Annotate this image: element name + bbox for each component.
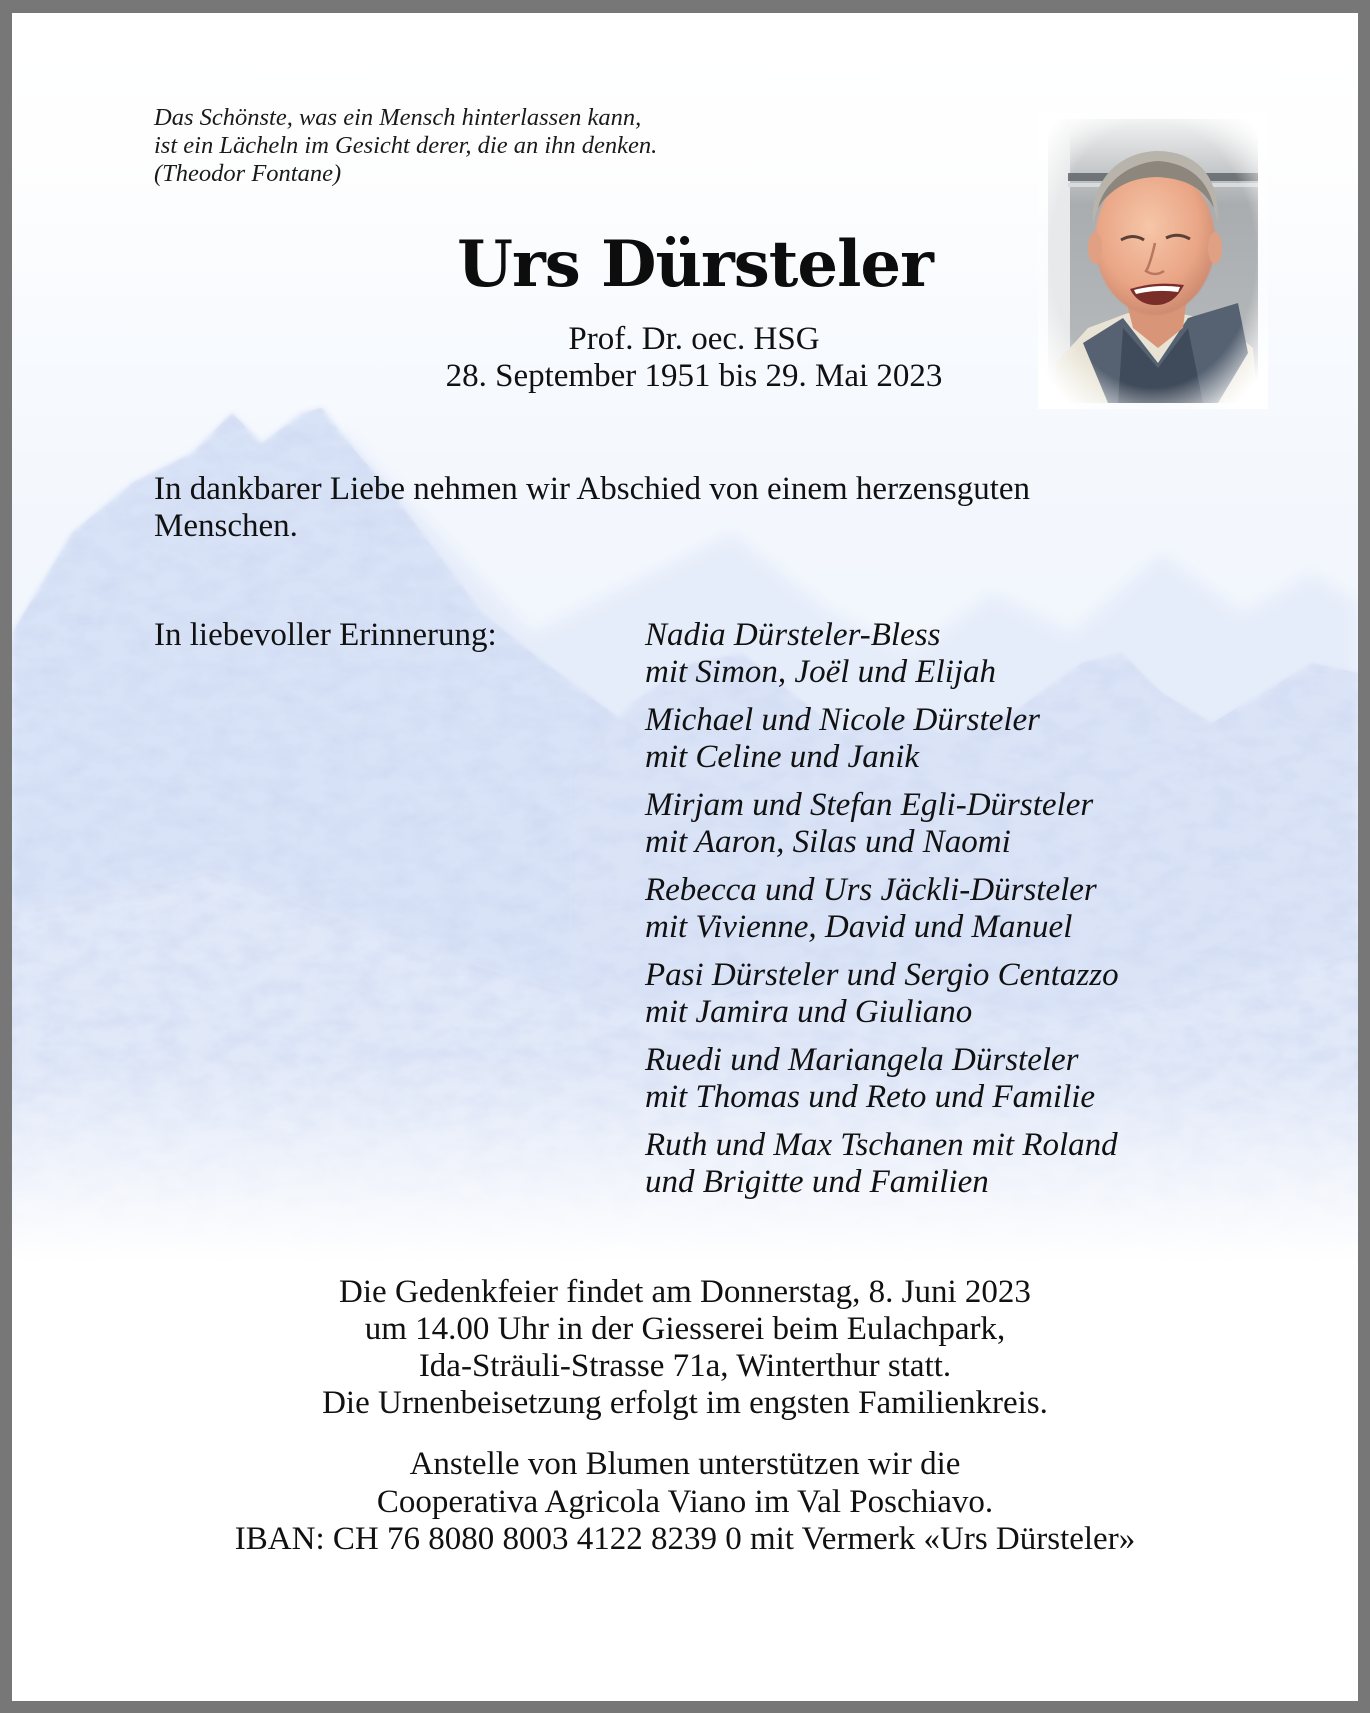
memorial-service-info — [12, 1274, 1358, 1422]
mourner-line: mit Simon, Joël und Elijah — [645, 654, 997, 690]
mourner-line: Michael und Nicole Dürsteler — [645, 702, 1041, 738]
mourners-label: In liebevoller Erinnerung: — [154, 617, 497, 653]
mourner-group — [645, 872, 1345, 946]
mourner-line: Nadia Dürsteler-Bless — [645, 617, 941, 653]
academic-title: Prof. Dr. oec. HSG — [568, 321, 820, 357]
mourner-group — [645, 787, 1345, 861]
donation-info — [12, 1446, 1358, 1559]
mourner-line: und Brigitte und Familien — [645, 1164, 989, 1200]
quote-author: (Theodor Fontane) — [154, 160, 342, 187]
mourner-line: Rebecca und Urs Jäckli-Dürsteler — [645, 872, 1097, 908]
epigraph-quote — [154, 104, 657, 188]
ceremony-line: Die Gedenkfeier findet am Donnerstag, 8. Juni 2023 — [339, 1274, 1031, 1310]
iban-line: IBAN: CH 76 8080 8003 4122 8239 0 mit Vermerk «Urs Dürsteler» — [234, 1521, 1136, 1557]
mourners-list — [645, 617, 1345, 1212]
mourner-line: mit Celine und Janik — [645, 739, 920, 775]
ceremony-line: um 14.00 Uhr in der Giesserei beim Eulachpark, — [364, 1311, 1006, 1347]
mourner-group — [645, 617, 1345, 691]
mourner-group — [645, 702, 1345, 776]
portrait-photo-icon — [1038, 113, 1268, 409]
ceremony-line: Die Urnenbeisetzung erfolgt im engsten Familienkreis. — [322, 1385, 1048, 1421]
mourner-line: mit Aaron, Silas und Naomi — [645, 824, 1011, 860]
mourner-line: mit Thomas und Reto und Familie — [645, 1079, 1096, 1115]
farewell-line: In dankbarer Liebe nehmen wir Abschied von einem herzensguten — [154, 471, 1031, 507]
quote-line: ist ein Lächeln im Gesicht derer, die an ihn denken. — [154, 132, 658, 159]
ceremony-line: Ida-Sträuli-Strasse 71a, Winterthur statt. — [418, 1348, 952, 1384]
mourner-line: mit Vivienne, David und Manuel — [645, 909, 1073, 945]
donation-line: Cooperativa Agricola Viano im Val Poschiavo. — [376, 1483, 994, 1520]
mourner-line: Mirjam und Stefan Egli-Dürsteler — [645, 787, 1094, 823]
mourner-group — [645, 1042, 1345, 1116]
farewell-statement — [154, 471, 1254, 545]
deceased-name: Urs Dürsteler — [457, 227, 933, 302]
mourner-line: mit Jamira und Giuliano — [645, 994, 973, 1030]
life-dates: 28. September 1951 bis 29. Mai 2023 — [445, 358, 943, 394]
obituary-page — [12, 13, 1358, 1701]
mourner-group — [645, 957, 1345, 1031]
donation-line: Anstelle von Blumen unterstützen wir die — [409, 1446, 961, 1482]
mourner-group — [645, 1127, 1345, 1201]
mourner-line: Ruedi und Mariangela Dürsteler — [645, 1042, 1079, 1078]
farewell-line: Menschen. — [154, 508, 298, 544]
quote-line: Das Schönste, was ein Mensch hinterlassen kann, — [154, 104, 642, 131]
mourner-line: Pasi Dürsteler und Sergio Centazzo — [645, 957, 1119, 993]
mourner-line: Ruth und Max Tschanen mit Roland — [645, 1127, 1118, 1163]
